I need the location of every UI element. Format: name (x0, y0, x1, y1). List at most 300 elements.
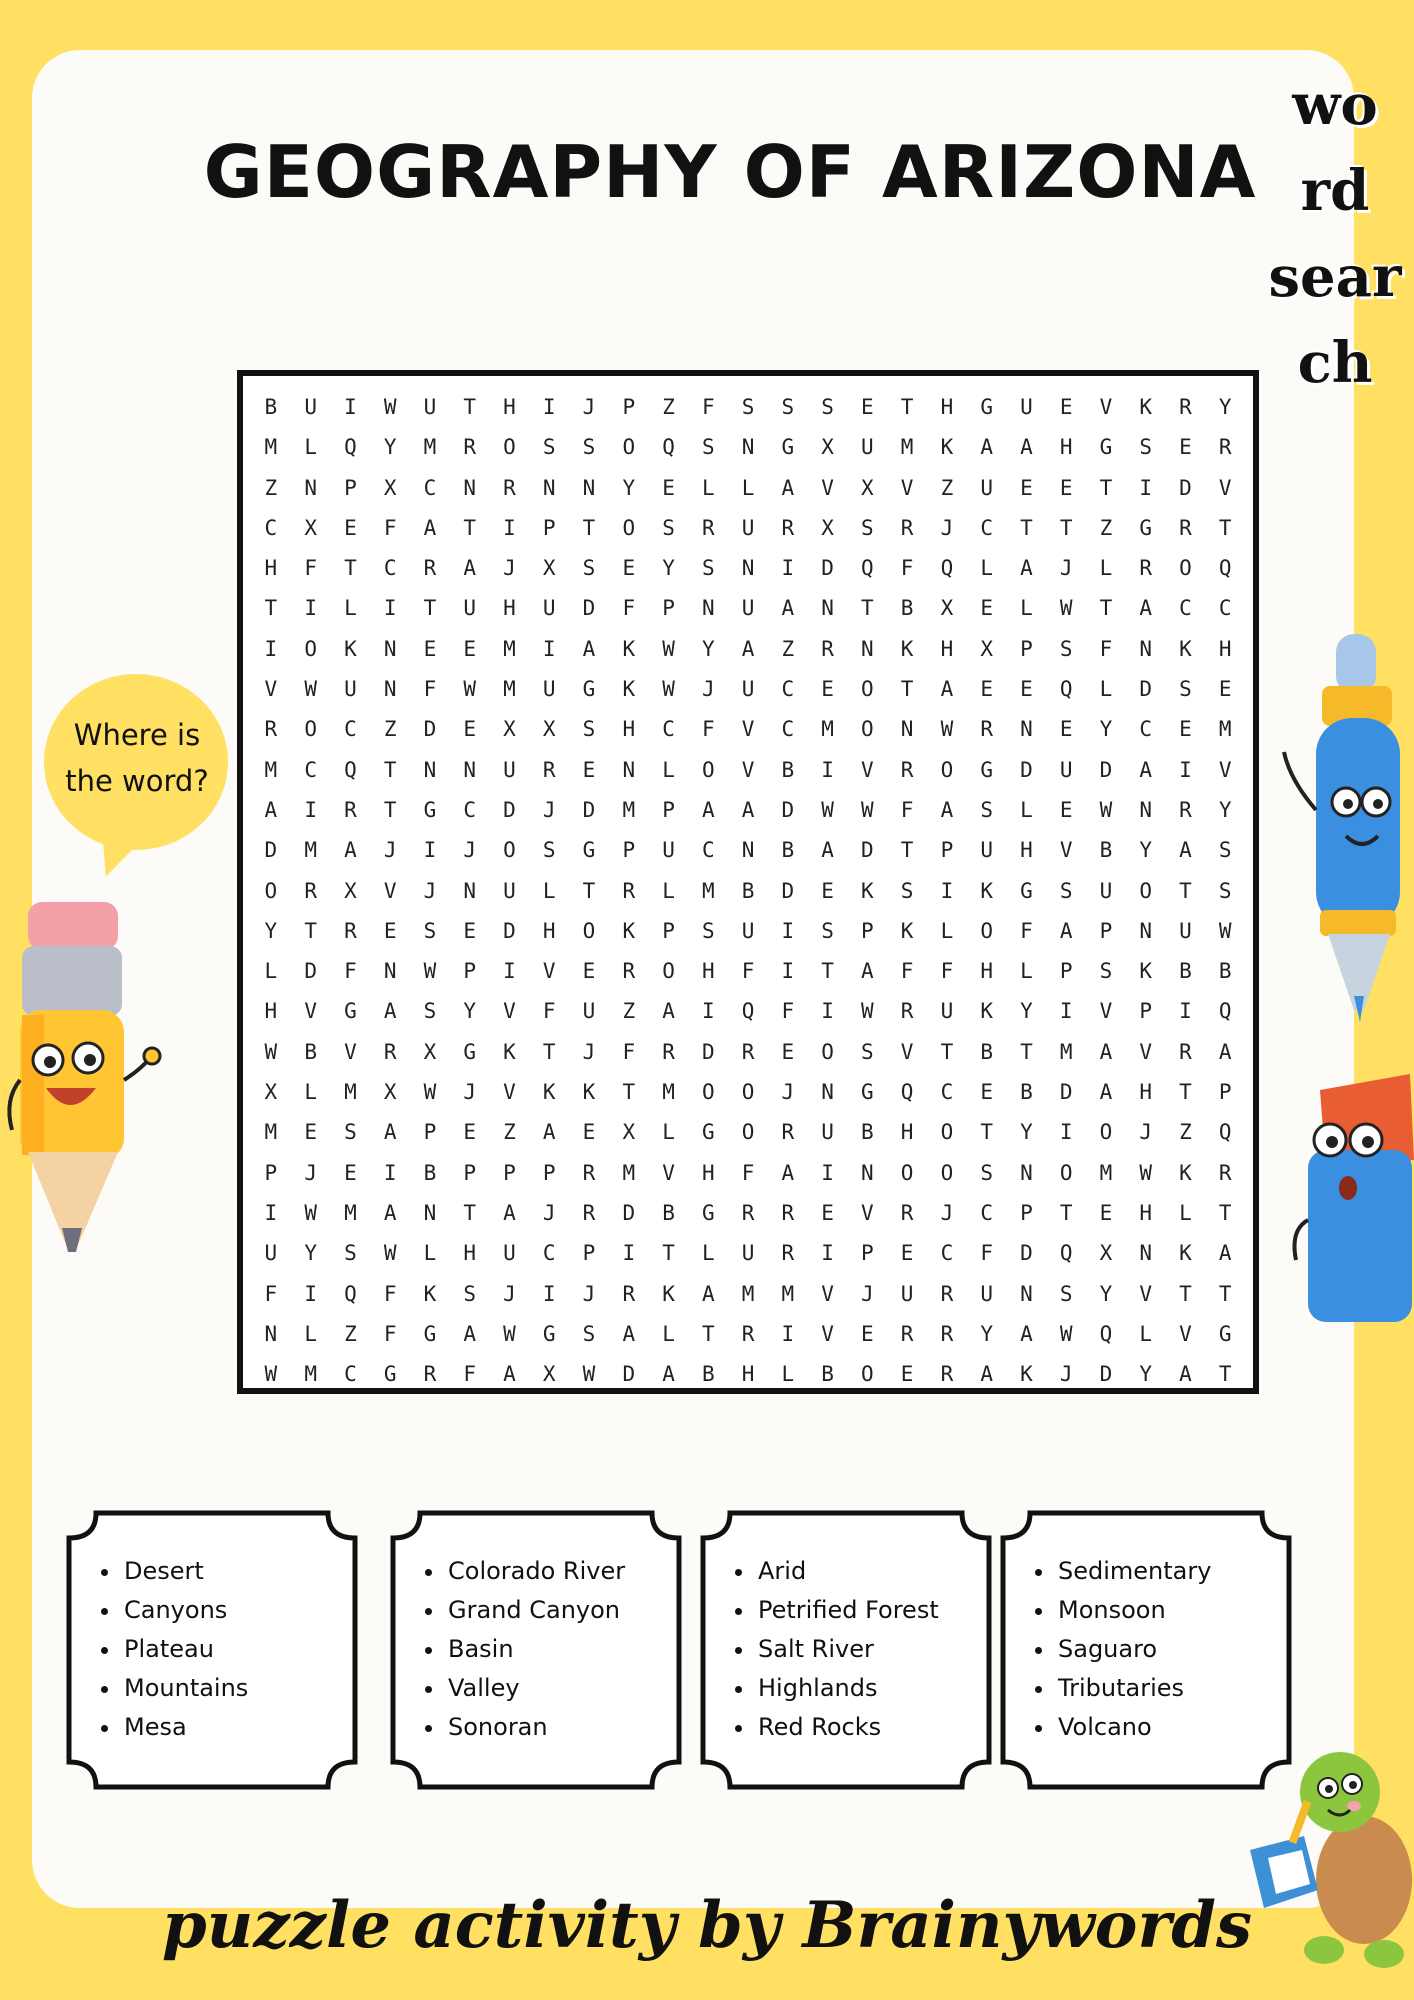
grid-letter[interactable]: N (701, 596, 715, 621)
grid-letter[interactable]: Z (1179, 1120, 1192, 1145)
grid-letter[interactable]: G (582, 677, 596, 702)
grid-letter[interactable]: E (1020, 677, 1033, 702)
grid-letter[interactable]: C (940, 1241, 954, 1266)
grid-letter[interactable]: N (900, 717, 914, 742)
grid-letter[interactable]: E (622, 556, 636, 581)
grid-letter[interactable]: F (423, 677, 437, 702)
grid-letter[interactable]: R (423, 556, 437, 581)
grid-letter[interactable]: X (383, 1080, 397, 1105)
grid-letter[interactable]: N (423, 1200, 437, 1225)
grid-letter[interactable]: D (701, 1039, 715, 1064)
grid-letter[interactable]: B (900, 596, 914, 621)
grid-letter[interactable]: W (1059, 1321, 1073, 1346)
grid-letter[interactable]: U (900, 1281, 914, 1306)
grid-letter[interactable]: K (980, 878, 993, 903)
grid-letter[interactable]: F (900, 959, 914, 984)
grid-letter[interactable]: J (423, 878, 437, 903)
grid-letter[interactable]: Y (622, 475, 636, 500)
grid-letter[interactable]: F (1020, 918, 1033, 943)
grid-letter[interactable]: W (264, 1362, 278, 1387)
grid-letter[interactable]: P (622, 395, 636, 419)
grid-letter[interactable]: A (980, 435, 993, 460)
grid-letter[interactable]: C (980, 1200, 993, 1225)
grid-letter[interactable]: T (1020, 515, 1033, 540)
grid-letter[interactable]: R (622, 878, 636, 903)
grid-letter[interactable]: U (1179, 918, 1192, 943)
grid-letter[interactable]: I (503, 959, 516, 984)
grid-letter[interactable]: A (781, 596, 795, 621)
grid-letter[interactable]: H (1218, 636, 1232, 661)
grid-letter[interactable]: W (304, 677, 317, 702)
grid-letter[interactable]: A (701, 797, 715, 822)
grid-letter[interactable]: D (1139, 677, 1153, 702)
grid-letter[interactable]: E (821, 677, 834, 702)
grid-letter[interactable]: L (781, 1362, 795, 1387)
grid-letter[interactable]: E (1059, 717, 1073, 742)
grid-letter[interactable]: R (701, 515, 715, 540)
grid-letter[interactable]: D (264, 838, 278, 863)
grid-letter[interactable]: R (980, 717, 993, 742)
grid-letter[interactable]: I (1179, 999, 1192, 1024)
grid-letter[interactable]: D (821, 556, 834, 581)
grid-letter[interactable]: V (383, 878, 397, 903)
grid-letter[interactable]: N (1020, 717, 1033, 742)
grid-letter[interactable]: P (622, 838, 636, 863)
grid-letter[interactable]: U (741, 596, 755, 621)
grid-letter[interactable]: T (1179, 878, 1192, 903)
grid-letter[interactable]: M (423, 435, 437, 460)
grid-letter[interactable]: R (900, 1321, 914, 1346)
grid-letter[interactable]: A (940, 797, 954, 822)
grid-letter[interactable]: K (900, 918, 914, 943)
grid-letter[interactable]: O (741, 1080, 755, 1105)
grid-letter[interactable]: J (940, 1200, 954, 1225)
grid-letter[interactable]: Q (741, 999, 755, 1024)
grid-letter[interactable]: N (1139, 918, 1153, 943)
grid-letter[interactable]: A (582, 636, 596, 661)
grid-letter[interactable]: K (423, 1281, 437, 1306)
grid-letter[interactable]: A (463, 556, 477, 581)
grid-letter[interactable]: R (781, 1120, 795, 1145)
grid-letter[interactable]: J (781, 1080, 795, 1105)
grid-letter[interactable]: U (1059, 757, 1073, 782)
grid-letter[interactable]: T (1218, 1362, 1232, 1387)
grid-letter[interactable]: M (1059, 1039, 1073, 1064)
grid-letter[interactable]: P (940, 838, 954, 863)
grid-letter[interactable]: M (503, 677, 516, 702)
grid-letter[interactable]: C (463, 797, 477, 822)
grid-letter[interactable]: O (861, 717, 874, 742)
grid-letter[interactable]: I (304, 596, 317, 621)
grid-letter[interactable]: T (304, 918, 317, 943)
grid-letter[interactable]: P (542, 1160, 556, 1185)
grid-letter[interactable]: S (1139, 435, 1153, 460)
grid-letter[interactable]: E (1179, 717, 1192, 742)
grid-letter[interactable]: V (503, 999, 516, 1024)
grid-letter[interactable]: N (1139, 1241, 1153, 1266)
grid-letter[interactable]: S (582, 435, 596, 460)
grid-letter[interactable]: M (821, 717, 834, 742)
grid-letter[interactable]: O (503, 838, 516, 863)
grid-letter[interactable]: Q (861, 556, 874, 581)
grid-letter[interactable]: M (264, 435, 278, 460)
grid-letter[interactable]: A (383, 999, 397, 1024)
grid-letter[interactable]: F (542, 999, 556, 1024)
grid-letter[interactable]: S (821, 918, 834, 943)
grid-letter[interactable]: U (542, 596, 556, 621)
grid-letter[interactable]: B (980, 1039, 993, 1064)
grid-letter[interactable]: T (344, 556, 357, 581)
grid-letter[interactable]: J (503, 556, 516, 581)
grid-letter[interactable]: S (741, 395, 755, 419)
grid-letter[interactable]: T (900, 838, 914, 863)
grid-letter[interactable]: L (423, 1241, 437, 1266)
grid-letter[interactable]: E (821, 878, 834, 903)
grid-letter[interactable]: I (781, 1321, 795, 1346)
grid-letter[interactable]: V (821, 475, 834, 500)
grid-letter[interactable]: J (582, 1039, 596, 1064)
grid-letter[interactable]: M (622, 797, 636, 822)
grid-letter[interactable]: P (1218, 1080, 1232, 1105)
grid-letter[interactable]: W (383, 1241, 397, 1266)
grid-letter[interactable]: G (861, 1080, 874, 1105)
grid-letter[interactable]: E (861, 395, 874, 419)
grid-letter[interactable]: A (662, 1362, 675, 1387)
grid-letter[interactable]: B (781, 838, 795, 863)
grid-letter[interactable]: Q (1099, 1321, 1113, 1346)
grid-letter[interactable]: F (383, 515, 397, 540)
grid-letter[interactable]: F (900, 797, 914, 822)
grid-letter[interactable]: E (582, 1120, 596, 1145)
grid-letter[interactable]: I (503, 515, 516, 540)
grid-letter[interactable]: A (1179, 1362, 1192, 1387)
grid-letter[interactable]: Y (662, 556, 675, 581)
grid-letter[interactable]: A (781, 1160, 795, 1185)
grid-letter[interactable]: M (622, 1160, 636, 1185)
grid-letter[interactable]: F (701, 717, 715, 742)
grid-letter[interactable]: I (701, 999, 715, 1024)
grid-letter[interactable]: O (1179, 556, 1192, 581)
grid-letter[interactable]: P (662, 918, 675, 943)
grid-letter[interactable]: U (344, 677, 357, 702)
grid-letter[interactable]: C (1218, 596, 1232, 621)
grid-letter[interactable]: T (1179, 1080, 1192, 1105)
grid-letter[interactable]: N (1020, 1160, 1033, 1185)
grid-letter[interactable]: L (1179, 1200, 1192, 1225)
grid-letter[interactable]: U (542, 677, 556, 702)
grid-letter[interactable]: I (542, 395, 556, 419)
grid-letter[interactable]: V (861, 1200, 874, 1225)
grid-letter[interactable]: W (940, 717, 954, 742)
grid-letter[interactable]: A (701, 1281, 715, 1306)
grid-letter[interactable]: E (463, 918, 477, 943)
grid-letter[interactable]: Q (940, 556, 954, 581)
grid-letter[interactable]: U (741, 677, 755, 702)
grid-letter[interactable]: O (622, 515, 636, 540)
grid-letter[interactable]: D (423, 717, 437, 742)
grid-letter[interactable]: M (503, 636, 516, 661)
grid-letter[interactable]: C (980, 515, 993, 540)
grid-letter[interactable]: N (1139, 797, 1153, 822)
grid-letter[interactable]: Q (1218, 1120, 1232, 1145)
grid-letter[interactable]: K (1179, 636, 1192, 661)
grid-letter[interactable]: X (503, 717, 516, 742)
grid-letter[interactable]: X (821, 515, 834, 540)
grid-letter[interactable]: D (1059, 1080, 1073, 1105)
grid-letter[interactable]: C (264, 515, 278, 540)
grid-letter[interactable]: P (662, 797, 675, 822)
grid-letter[interactable]: U (940, 999, 954, 1024)
grid-letter[interactable]: T (1099, 475, 1113, 500)
grid-letter[interactable]: N (1020, 1281, 1033, 1306)
grid-letter[interactable]: W (1099, 797, 1113, 822)
grid-letter[interactable]: M (1218, 717, 1232, 742)
grid-letter[interactable]: N (1139, 636, 1153, 661)
grid-letter[interactable]: F (463, 1362, 477, 1387)
grid-letter[interactable]: F (622, 596, 636, 621)
grid-letter[interactable]: E (1059, 395, 1073, 419)
grid-letter[interactable]: Q (662, 435, 675, 460)
grid-letter[interactable]: H (503, 596, 516, 621)
grid-letter[interactable]: A (781, 475, 795, 500)
grid-letter[interactable]: P (1059, 959, 1073, 984)
grid-letter[interactable]: B (662, 1200, 675, 1225)
grid-letter[interactable]: C (1139, 717, 1153, 742)
grid-letter[interactable]: J (582, 1281, 596, 1306)
grid-letter[interactable]: G (781, 435, 795, 460)
grid-letter[interactable]: O (1099, 1120, 1113, 1145)
grid-letter[interactable]: Y (980, 1321, 993, 1346)
grid-letter[interactable]: G (582, 838, 596, 863)
grid-letter[interactable]: H (1139, 1080, 1153, 1105)
grid-letter[interactable]: X (542, 1362, 556, 1387)
grid-letter[interactable]: C (781, 677, 795, 702)
grid-letter[interactable]: J (542, 1200, 556, 1225)
grid-letter[interactable]: Y (1020, 999, 1033, 1024)
grid-letter[interactable]: X (980, 636, 993, 661)
grid-letter[interactable]: T (940, 1039, 954, 1064)
grid-letter[interactable]: Z (383, 717, 397, 742)
grid-letter[interactable]: Y (304, 1241, 317, 1266)
grid-letter[interactable]: N (861, 636, 874, 661)
grid-letter[interactable]: R (1218, 435, 1232, 460)
grid-letter[interactable]: N (383, 959, 397, 984)
grid-letter[interactable]: Y (383, 435, 397, 460)
grid-letter[interactable]: D (622, 1200, 636, 1225)
grid-letter[interactable]: N (861, 1160, 874, 1185)
grid-letter[interactable]: R (900, 999, 914, 1024)
grid-letter[interactable]: L (1020, 797, 1033, 822)
grid-letter[interactable]: P (1020, 1200, 1033, 1225)
grid-letter[interactable]: D (1020, 1241, 1033, 1266)
grid-letter[interactable]: W (503, 1321, 516, 1346)
grid-letter[interactable]: A (1218, 1241, 1232, 1266)
grid-letter[interactable]: R (821, 636, 834, 661)
grid-letter[interactable]: R (622, 1281, 636, 1306)
grid-letter[interactable]: R (1179, 515, 1192, 540)
grid-letter[interactable]: U (662, 838, 675, 863)
grid-letter[interactable]: F (741, 1160, 755, 1185)
grid-letter[interactable]: T (423, 596, 437, 621)
grid-letter[interactable]: G (701, 1120, 715, 1145)
grid-letter[interactable]: O (861, 1362, 874, 1387)
grid-letter[interactable]: F (264, 1281, 278, 1306)
grid-letter[interactable]: K (940, 435, 954, 460)
grid-letter[interactable]: R (503, 475, 516, 500)
grid-letter[interactable]: U (980, 475, 993, 500)
grid-letter[interactable]: S (344, 1120, 357, 1145)
grid-letter[interactable]: N (423, 757, 437, 782)
grid-letter[interactable]: L (1139, 1321, 1153, 1346)
grid-letter[interactable]: I (781, 918, 795, 943)
grid-letter[interactable]: I (423, 838, 437, 863)
grid-letter[interactable]: T (1099, 596, 1113, 621)
grid-letter[interactable]: A (662, 999, 675, 1024)
grid-letter[interactable]: G (980, 395, 993, 419)
grid-letter[interactable]: G (1099, 435, 1113, 460)
grid-letter[interactable]: B (701, 1362, 715, 1387)
grid-letter[interactable]: U (821, 1120, 834, 1145)
grid-letter[interactable]: X (344, 878, 357, 903)
grid-letter[interactable]: V (900, 475, 914, 500)
grid-letter[interactable]: V (741, 717, 755, 742)
grid-letter[interactable]: A (1020, 1321, 1033, 1346)
grid-letter[interactable]: A (344, 838, 357, 863)
grid-letter[interactable]: K (542, 1080, 556, 1105)
grid-letter[interactable]: R (1218, 1160, 1232, 1185)
grid-letter[interactable]: J (542, 797, 556, 822)
grid-letter[interactable]: F (701, 395, 715, 419)
grid-letter[interactable]: F (1099, 636, 1113, 661)
grid-letter[interactable]: L (741, 475, 755, 500)
grid-letter[interactable]: V (1139, 1039, 1153, 1064)
grid-letter[interactable]: Z (662, 395, 675, 419)
grid-letter[interactable]: R (900, 515, 914, 540)
grid-letter[interactable]: E (582, 959, 596, 984)
grid-letter[interactable]: T (383, 797, 397, 822)
grid-letter[interactable]: P (662, 596, 675, 621)
grid-letter[interactable]: V (741, 757, 755, 782)
grid-letter[interactable]: W (304, 1200, 317, 1225)
grid-letter[interactable]: L (542, 878, 556, 903)
grid-letter[interactable]: H (1020, 838, 1033, 863)
grid-letter[interactable]: U (741, 1241, 755, 1266)
grid-letter[interactable]: E (304, 1120, 317, 1145)
grid-letter[interactable]: O (741, 1120, 755, 1145)
grid-letter[interactable]: O (503, 435, 516, 460)
grid-letter[interactable]: I (781, 959, 795, 984)
grid-letter[interactable]: T (900, 395, 914, 419)
grid-letter[interactable]: M (781, 1281, 795, 1306)
grid-letter[interactable]: I (304, 797, 317, 822)
grid-letter[interactable]: D (1099, 1362, 1113, 1387)
grid-letter[interactable]: S (821, 395, 834, 419)
grid-letter[interactable]: U (1020, 395, 1033, 419)
grid-letter[interactable]: P (503, 1160, 516, 1185)
grid-letter[interactable]: J (383, 838, 397, 863)
grid-letter[interactable]: U (1099, 878, 1113, 903)
grid-letter[interactable]: W (861, 999, 874, 1024)
grid-letter[interactable]: D (582, 596, 596, 621)
grid-letter[interactable]: X (821, 435, 834, 460)
grid-letter[interactable]: L (1099, 677, 1113, 702)
grid-letter[interactable]: T (383, 757, 397, 782)
grid-letter[interactable]: B (264, 395, 278, 419)
grid-letter[interactable]: D (781, 797, 795, 822)
grid-letter[interactable]: U (980, 1281, 993, 1306)
grid-letter[interactable]: J (861, 1281, 874, 1306)
grid-letter[interactable]: T (1218, 1200, 1232, 1225)
grid-letter[interactable]: J (1059, 556, 1073, 581)
grid-letter[interactable]: F (383, 1281, 397, 1306)
grid-letter[interactable]: Q (1218, 999, 1232, 1024)
grid-letter[interactable]: A (1099, 1080, 1113, 1105)
grid-letter[interactable]: D (503, 918, 516, 943)
grid-letter[interactable]: A (980, 1362, 993, 1387)
grid-letter[interactable]: P (861, 1241, 874, 1266)
grid-letter[interactable]: I (821, 757, 834, 782)
grid-letter[interactable]: U (741, 918, 755, 943)
grid-letter[interactable]: T (861, 596, 874, 621)
grid-letter[interactable]: E (383, 918, 397, 943)
grid-letter[interactable]: N (463, 757, 477, 782)
grid-letter[interactable]: J (701, 677, 715, 702)
grid-letter[interactable]: E (1179, 435, 1192, 460)
grid-letter[interactable]: G (463, 1039, 477, 1064)
grid-letter[interactable]: D (304, 959, 317, 984)
grid-letter[interactable]: M (662, 1080, 675, 1105)
grid-letter[interactable]: E (980, 677, 993, 702)
grid-letter[interactable]: E (1059, 475, 1073, 500)
grid-letter[interactable]: F (741, 959, 755, 984)
grid-letter[interactable]: R (781, 515, 795, 540)
grid-letter[interactable]: N (622, 757, 636, 782)
grid-letter[interactable]: L (662, 757, 675, 782)
grid-letter[interactable]: H (503, 395, 516, 419)
grid-letter[interactable]: V (900, 1039, 914, 1064)
grid-letter[interactable]: A (1059, 918, 1073, 943)
grid-letter[interactable]: Y (701, 636, 715, 661)
grid-letter[interactable]: L (304, 1080, 317, 1105)
grid-letter[interactable]: I (542, 636, 556, 661)
grid-letter[interactable]: H (741, 1362, 755, 1387)
grid-letter[interactable]: O (582, 918, 596, 943)
grid-letter[interactable]: B (781, 757, 795, 782)
grid-letter[interactable]: P (582, 1241, 596, 1266)
grid-letter[interactable]: R (940, 1362, 954, 1387)
grid-letter[interactable]: O (264, 878, 278, 903)
grid-letter[interactable]: L (980, 556, 993, 581)
grid-letter[interactable]: W (423, 959, 437, 984)
grid-letter[interactable]: I (1139, 475, 1153, 500)
grid-letter[interactable]: Q (344, 435, 357, 460)
grid-letter[interactable]: Y (1139, 1362, 1153, 1387)
grid-letter[interactable]: T (821, 959, 834, 984)
grid-letter[interactable]: F (900, 556, 914, 581)
grid-letter[interactable]: G (701, 1200, 715, 1225)
grid-letter[interactable]: E (344, 515, 357, 540)
grid-letter[interactable]: R (940, 1281, 954, 1306)
grid-letter[interactable]: J (940, 515, 954, 540)
grid-letter[interactable]: N (463, 475, 477, 500)
grid-letter[interactable]: M (741, 1281, 755, 1306)
grid-letter[interactable]: N (582, 475, 596, 500)
grid-letter[interactable]: G (1020, 878, 1033, 903)
grid-letter[interactable]: S (1059, 636, 1073, 661)
grid-letter[interactable]: U (304, 395, 317, 419)
grid-letter[interactable]: A (503, 1200, 516, 1225)
grid-letter[interactable]: M (304, 1362, 317, 1387)
